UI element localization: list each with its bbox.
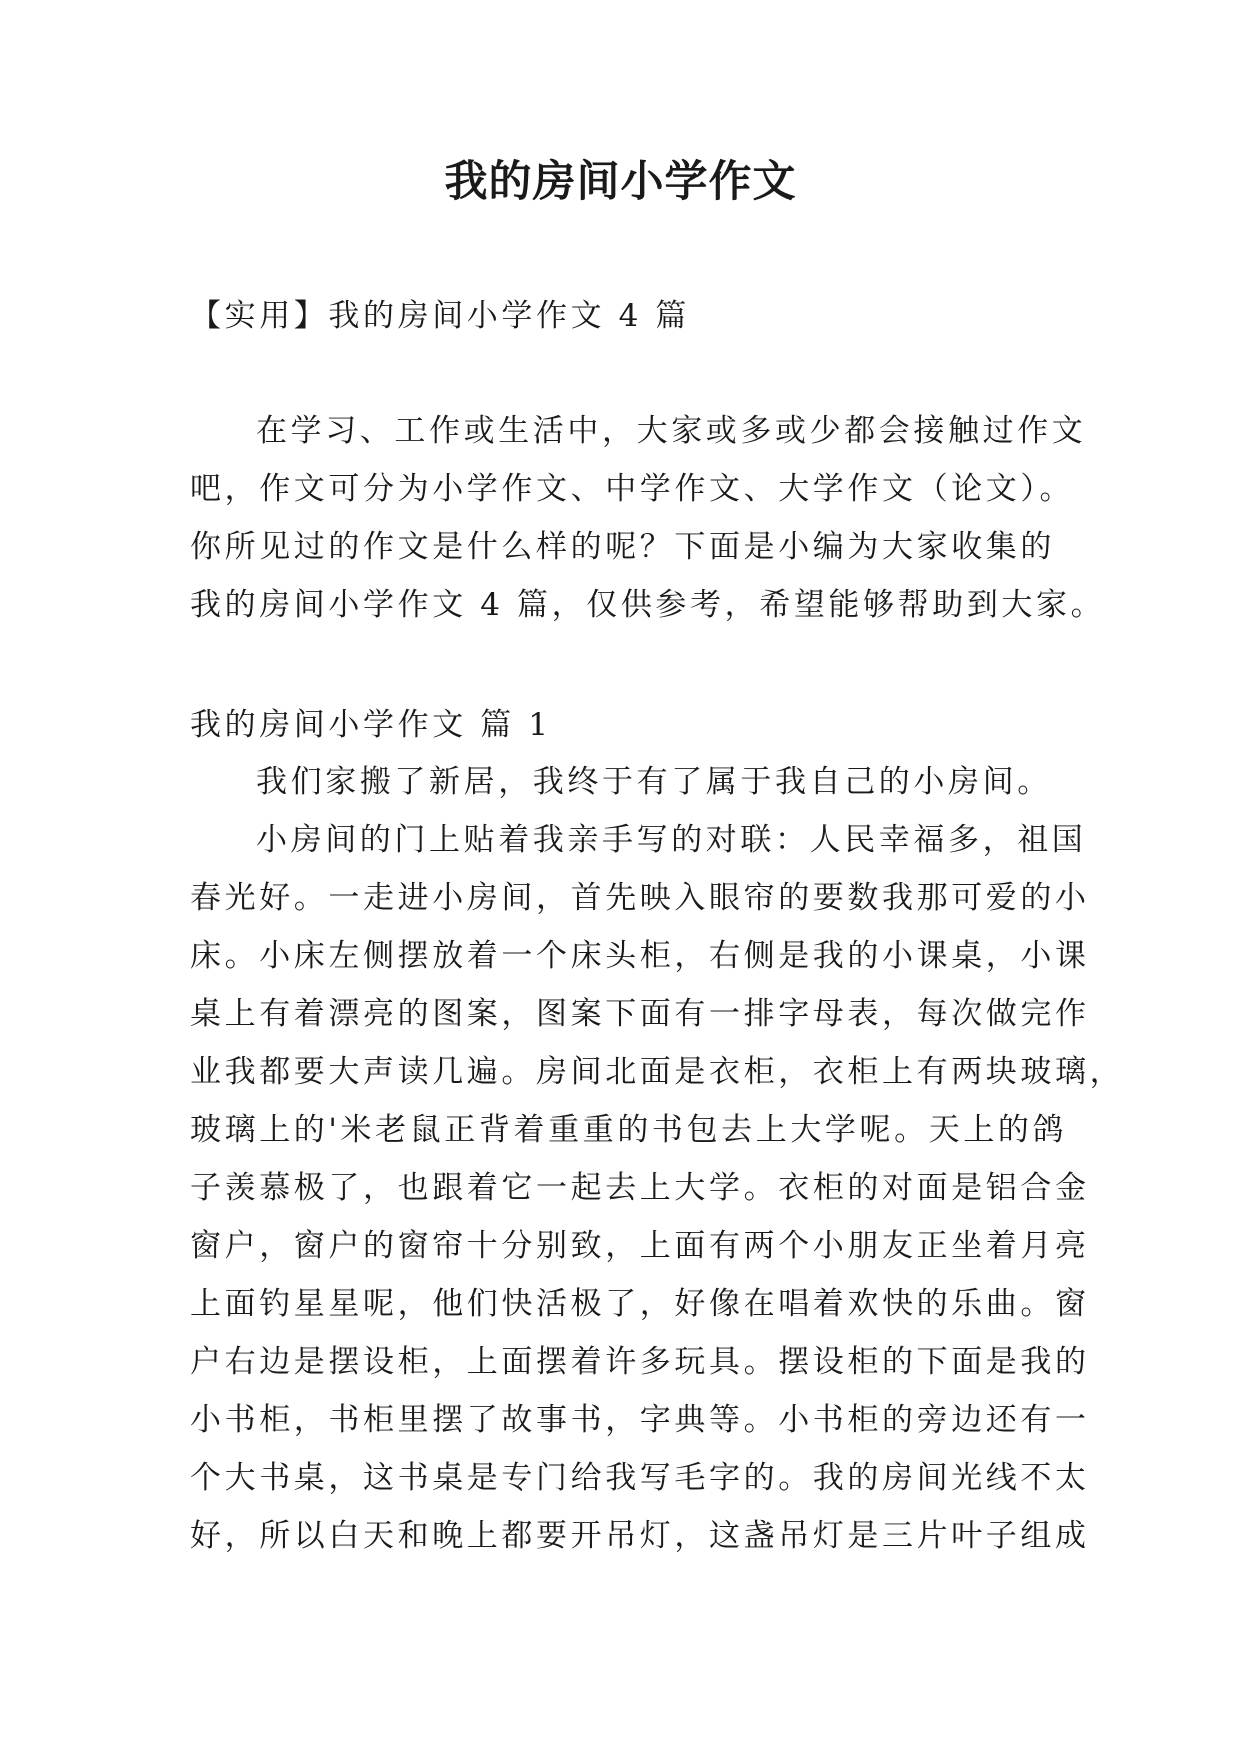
paragraph-line: 个大书桌，这书桌是专门给我写毛字的。我的房间光线不太 — [190, 1460, 1090, 1496]
intro-line: 你所见过的作文是什么样的呢？下面是小编为大家收集的 — [190, 529, 1055, 565]
intro-line: 我的房间小学作文 4 篇，仅供参考，希望能够帮助到大家。 — [190, 587, 1106, 623]
intro-line: 吧，作文可分为小学作文、中学作文、大学作文（论文）。 — [190, 471, 1075, 507]
document-title: 我的房间小学作文 — [444, 157, 797, 207]
paragraph-line: 玻璃上的'米老鼠正背着重重的书包去上大学呢。天上的鸽 — [190, 1112, 1068, 1148]
document-subtitle: 【实用】我的房间小学作文 4 篇 — [190, 298, 691, 334]
section-body — [190, 753, 1125, 1565]
intro-paragraph — [190, 402, 1106, 634]
intro-line: 在学习、工作或生活中，大家或多或少都会接触过作文 — [256, 413, 1087, 449]
paragraph-line: 春光好。一走进小房间，首先映入眼帘的要数我那可爱的小 — [190, 880, 1090, 916]
paragraph-line: 小书柜，书柜里摆了故事书，字典等。小书柜的旁边还有一 — [190, 1402, 1090, 1438]
paragraph-line: 业我都要大声读几遍。房间北面是衣柜，衣柜上有两块玻璃， — [190, 1054, 1125, 1090]
section-heading: 我的房间小学作文 篇 1 — [190, 707, 552, 743]
paragraph-line: 上面钓星星呢，他们快活极了，好像在唱着欢快的乐曲。窗 — [190, 1286, 1090, 1322]
paragraph-line: 桌上有着漂亮的图案，图案下面有一排字母表，每次做完作 — [190, 996, 1090, 1032]
paragraph-line: 好，所以白天和晚上都要开吊灯，这盏吊灯是三片叶子组成 — [190, 1518, 1090, 1554]
paragraph-line: 我们家搬了新居，我终于有了属于我自己的小房间。 — [256, 764, 1052, 800]
paragraph-line: 子羡慕极了，也跟着它一起去上大学。衣柜的对面是铝合金 — [190, 1170, 1090, 1206]
paragraph-line: 床。小床左侧摆放着一个床头柜，右侧是我的小课桌，小课 — [190, 938, 1090, 974]
paragraph-line: 小房间的门上贴着我亲手写的对联：人民幸福多，祖国 — [256, 822, 1087, 858]
paragraph-line: 户右边是摆设柜，上面摆着许多玩具。摆设柜的下面是我的 — [190, 1344, 1090, 1380]
paragraph-line: 窗户，窗户的窗帘十分别致，上面有两个小朋友正坐着月亮 — [190, 1228, 1090, 1264]
